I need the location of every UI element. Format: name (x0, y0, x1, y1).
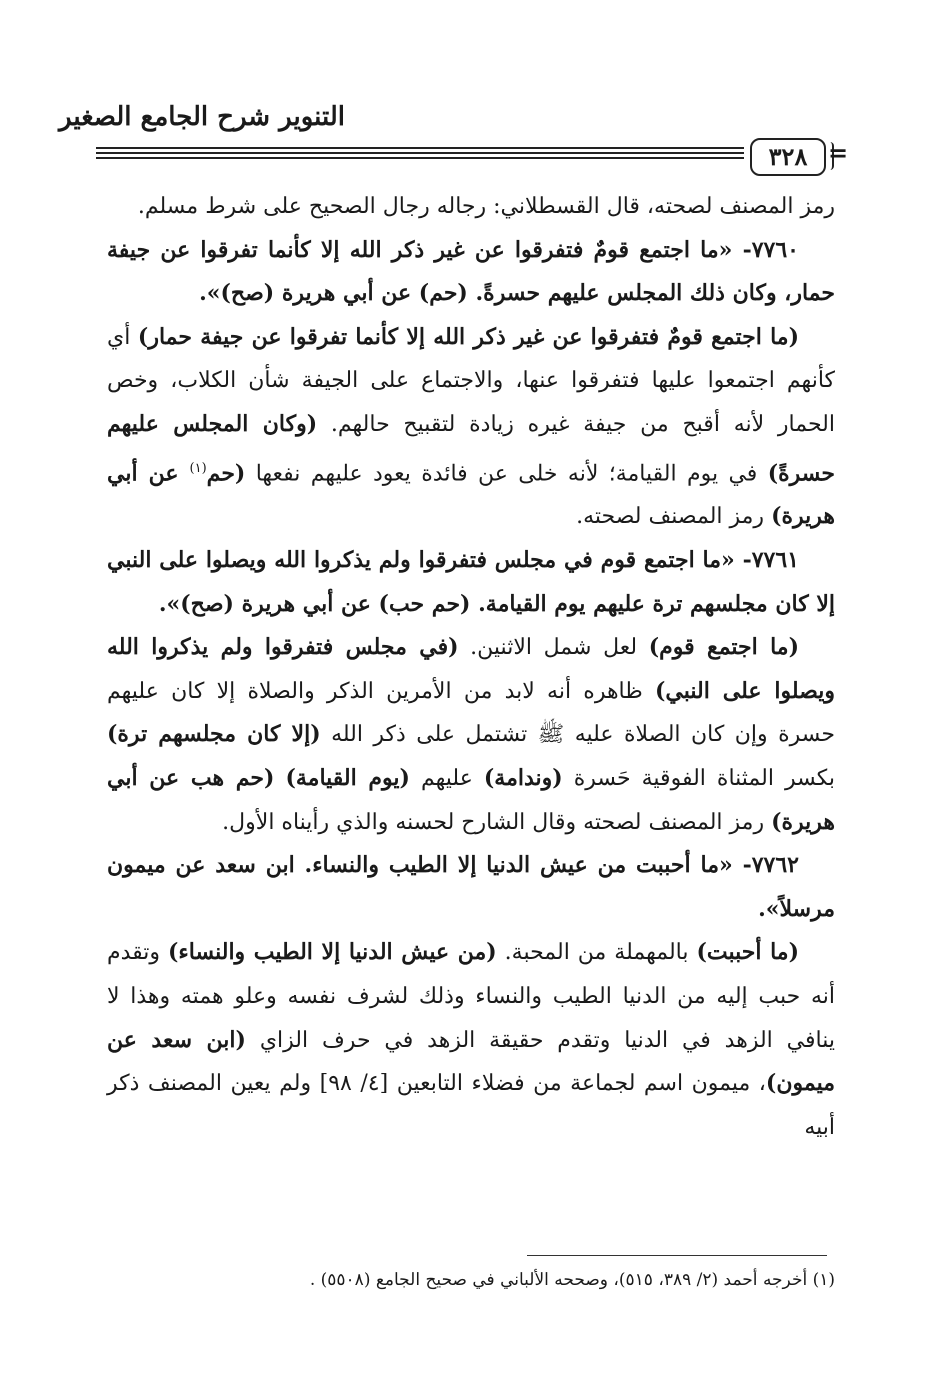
header-rule (96, 152, 744, 154)
hadith-7761: ٧٧٦١- «ما اجتمع قوم في مجلس فتفرقوا ولم يذكروا الله ويصلوا على النبي إلا كان مجلسهم ترة عليهم يوم القيامة. (حم حب) عن أبي هريرة (صح)». (107, 547, 835, 617)
commentary-7762 (107, 931, 835, 1149)
header-rule (96, 157, 744, 159)
header-rule (96, 147, 744, 149)
page-number: ٣٢٨ (750, 138, 826, 176)
commentary-text (274, 766, 285, 791)
quoted-phrase: (وكان المجلس عليهم حسرةً) (107, 410, 835, 486)
footnote-ref[interactable]: (١) (189, 460, 207, 476)
quoted-phrase: (ما أحببت) (696, 939, 799, 966)
commentary-text: أي كأنهم اجتمعوا عليها فتفرقوا عنها، والاجتماع على الجيفة شأن الكلاب، وخص الحمار لأنه أقبح من جيفة غيره زيادة لتقبيح حالهم. (107, 324, 835, 437)
commentary-text: بكسر المثناة الفوقية حَسرة (562, 766, 836, 792)
header-mark: = (828, 138, 849, 167)
quoted-phrase: عن أبي هريرة) (107, 459, 835, 530)
quoted-phrase: (يوم القيامة) (285, 765, 410, 792)
commentary-text: في يوم القيامة؛ لأنه خلى عن فائدة يعود عليهم نفعها (245, 460, 768, 486)
commentary-text: ظاهره أنه لابد من الأمرين الذكر والصلاة إلا كان عليهم حسرة وإن كان الصلاة عليه ﷺ تشتمل على ذكر الله (107, 678, 835, 748)
commentary-text: عليهم (409, 766, 484, 792)
main-text (107, 185, 835, 1149)
running-header-title: التنوير شرح الجامع الصغير (59, 102, 345, 132)
commentary-text: رمز المصنف لصحته. (576, 504, 772, 530)
commentary-7761 (107, 626, 835, 844)
quoted-phrase: (ابن سعد عن ميمون) (107, 1026, 835, 1097)
quoted-phrase: (ما اجتمع قوم) (648, 634, 799, 661)
commentary-text: بالمهملة من المحبة. (496, 940, 697, 966)
hadith-7762: ٧٧٦٢- «ما أحببت من عيش الدنيا إلا الطيب والنساء. ابن سعد عن ميمون مرسلاً». (107, 852, 835, 922)
footnote: (١) أخرجه أحمد (٢/ ٣٨٩، ٥١٥)، وصححه الألباني في صحيح الجامع (٥٥٠٨) . (309, 1270, 835, 1290)
footnote-separator (527, 1255, 827, 1256)
hadith-7760: ٧٧٦٠- «ما اجتمع قومٌ فتفرقوا عن غير ذكر الله إلا كأنما تفرقوا عن جيفة حمار، وكان ذلك المجلس عليهم حسرةً. (حم) عن أبي هريرة (صح)». (107, 236, 835, 307)
quoted-phrase: (ما اجتمع قومٌ فتفرقوا عن غير ذكر الله إلا كأنما تفرقوا عن جيفة حمار) (137, 323, 800, 350)
quoted-phrase: (من عيش الدنيا إلا الطيب والنساء) (168, 939, 497, 966)
quoted-phrase: (إلا كان مجلسهم ترة) (107, 721, 321, 748)
quoted-phrase: (في مجلس فتفرقوا ولم يذكروا الله ويصلوا على النبي) (107, 634, 835, 704)
commentary-text: لعل شمل الاثنين. (458, 635, 649, 661)
quoted-phrase: (حم (206, 459, 246, 486)
commentary-text: رمز المصنف لصحته وقال الشارح لحسنه والذي رأيناه الأول. (222, 809, 772, 835)
quoted-phrase: (حم هب عن أبي هريرة) (107, 765, 835, 835)
commentary-7760 (107, 316, 835, 539)
quoted-phrase: (وندامة) (483, 765, 563, 792)
commentary-text: ، ميمون اسم لجماعة من فضلاء التابعين [٤/ ٩٨] ولم يعين المصنف ذكر أبيه (107, 1071, 835, 1140)
paragraph: رمز المصنف لصحته، قال القسطلاني: رجاله رجال الصحيح على شرط مسلم. (137, 194, 835, 219)
commentary-text: وتقدم أنه حبب إليه من الدنيا الطيب والنساء وذلك لشرف نفسه وعلو همته وهذا لا ينافي الزهد في الدنيا وتقدم حقيقة الزهد في حرف الزاي (107, 940, 835, 1053)
